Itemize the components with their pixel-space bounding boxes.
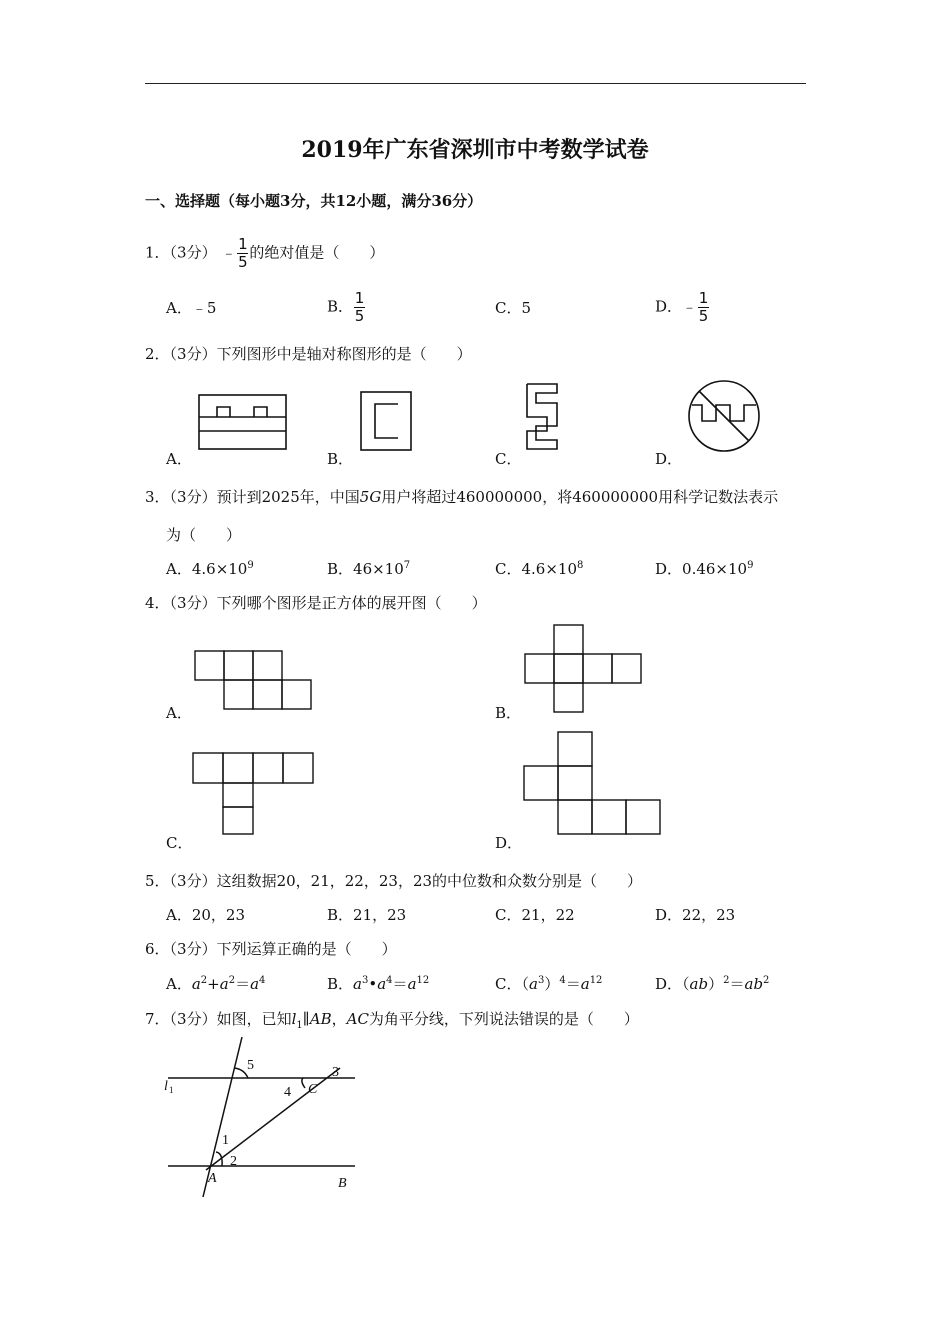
question-3 (145, 486, 778, 507)
option-text: C．4.6×10 (495, 560, 577, 578)
minus-sign: ﹣ (682, 297, 698, 316)
q4-label-a: A． (166, 704, 192, 722)
bisector-ac (206, 1068, 340, 1170)
fraction (698, 290, 709, 325)
option-label: A． (166, 975, 192, 993)
q1-option-c: C．5 (495, 299, 532, 317)
q3-option-d (655, 558, 753, 579)
line-name: l (291, 1010, 297, 1028)
q3-option-b (327, 558, 410, 579)
q4-net-b (524, 624, 644, 714)
header-rule (145, 83, 806, 84)
angle-label-3: 3 (332, 1065, 339, 1080)
point-c: C (308, 1082, 318, 1097)
q3-option-a (166, 558, 254, 579)
q2-label-a: A． (166, 450, 192, 468)
line-name: AB (309, 1010, 332, 1028)
question-number: 2． (145, 345, 170, 363)
question-text: 如图，已知 (216, 1010, 292, 1028)
question-score: （3分） (169, 940, 217, 958)
question-number: 4． (145, 594, 170, 612)
denominator: 5 (698, 307, 709, 325)
question-score: （3分） (169, 872, 217, 890)
exponent: 7 (403, 560, 411, 571)
question-score: （3分） (169, 594, 217, 612)
q3-option-c (495, 558, 583, 579)
fraction (237, 236, 248, 271)
q2-figure-c (526, 383, 560, 451)
question-text: 这组数据20，21，22，23，23的中位数和众数分别是（ ） (216, 872, 643, 890)
q6-option-a: A．$a^2+a^2=a^4$ (166, 975, 266, 993)
q4-net-d (522, 731, 664, 837)
question-number: 1． (145, 243, 170, 262)
option-label: B． (327, 975, 354, 993)
question-text: 为角平分线，下列说法错误的是（ ） (368, 1010, 639, 1028)
question-text: 下列图形中是轴对称图形的是（ ） (216, 345, 472, 363)
angle-label-5: 5 (247, 1058, 254, 1073)
question-number: 5． (145, 872, 170, 890)
question-text: 下列运算正确的是（ ） (216, 940, 397, 958)
q5-option-b: B．21，23 (327, 906, 407, 924)
angle-label-1: 1 (222, 1133, 229, 1148)
q2-label-d: D． (655, 450, 683, 468)
label-l1-subscript: 1 (169, 1085, 174, 1095)
numerator: 1 (698, 289, 709, 307)
question-2 (145, 343, 472, 364)
italic-term: 5G (359, 488, 382, 506)
q2-label-c: C． (495, 450, 522, 468)
question-score: （3分） (169, 1010, 217, 1028)
option-text: B．46×10 (327, 560, 404, 578)
q5-option-a: A．20，23 (166, 906, 246, 924)
question-text: 预计到2025年，中国 (216, 488, 360, 506)
q2-figure-a (198, 394, 288, 450)
question-6 (145, 938, 397, 959)
q4-label-b: B． (495, 704, 522, 722)
option-text: A．4.6×10 (166, 560, 248, 578)
question-text: 下列哪个图形是正方体的展开图（ ） (216, 594, 487, 612)
question-text: 用户将超过460000000，将460000000用科学记数法表示 (381, 488, 779, 506)
numerator: 1 (238, 235, 248, 253)
q5-option-c: C．21，22 (495, 906, 575, 924)
option-label: D． (655, 297, 683, 316)
question-number: 3． (145, 488, 170, 506)
q4-net-c (192, 752, 316, 836)
question-3-line2: 为（ ） (166, 526, 242, 544)
angle-label-2: 2 (230, 1154, 237, 1169)
question-1 (145, 236, 384, 271)
q7-geometry-figure (160, 1035, 370, 1205)
label-l1: l (164, 1079, 168, 1094)
point-a: A (208, 1171, 217, 1186)
question-7: 7．（3分）如图，已知$l_1\parallel AB$，AC为角平分线，下列说法错误的是（ ） (145, 1010, 639, 1031)
question-score: （3分） (169, 345, 217, 363)
q1-option-b (327, 290, 366, 325)
page-title: 2019年广东省深圳市中考数学试卷 (301, 137, 649, 163)
q4-net-a (194, 650, 314, 712)
q2-figure-b (360, 391, 412, 451)
option-text: D．0.46×10 (655, 560, 748, 578)
denominator: 5 (354, 307, 365, 325)
question-number: 6． (145, 940, 170, 958)
q6-option-d: D．$(ab)^2=ab^2$ (655, 975, 770, 993)
minus-sign: ﹣ (221, 243, 237, 262)
fraction (354, 290, 365, 325)
question-5 (145, 870, 642, 891)
question-score: （3分） (169, 243, 217, 262)
option-label: C． (495, 975, 522, 993)
subscript: 1 (296, 1020, 303, 1031)
angle-label-4: 4 (284, 1085, 291, 1100)
q6-option-c: C．$(a^3)^4=a^{12}$ (495, 975, 603, 993)
q2-label-b: B． (327, 450, 354, 468)
q2-figure-d (686, 378, 762, 454)
exponent: 9 (747, 560, 754, 571)
exponent: 8 (577, 560, 584, 571)
q1-option-d (655, 290, 710, 325)
question-number: 7． (145, 1010, 170, 1028)
q4-label-d: D． (495, 834, 523, 852)
option-label: B． (327, 297, 354, 316)
q4-label-c: C． (166, 834, 193, 852)
option-label: D． (655, 975, 683, 993)
q1-option-a: A．﹣5 (166, 299, 217, 317)
parallel-symbol: ∥ (302, 1010, 310, 1028)
line-name: AC (346, 1010, 369, 1028)
denominator: 5 (238, 253, 248, 271)
question-score: （3分） (169, 488, 217, 506)
exponent: 9 (247, 560, 254, 571)
question-text: 的绝对值是（ ） (249, 243, 385, 262)
q5-option-d: D．22，23 (655, 906, 736, 924)
numerator: 1 (354, 289, 365, 307)
question-4 (145, 592, 487, 613)
section-heading: 一、选择题（每小题3分，共12小题，满分36分） (145, 192, 483, 210)
q6-option-b: B．$a^3•a^4=a^{12}$ (327, 975, 430, 993)
point-b: B (338, 1176, 347, 1191)
